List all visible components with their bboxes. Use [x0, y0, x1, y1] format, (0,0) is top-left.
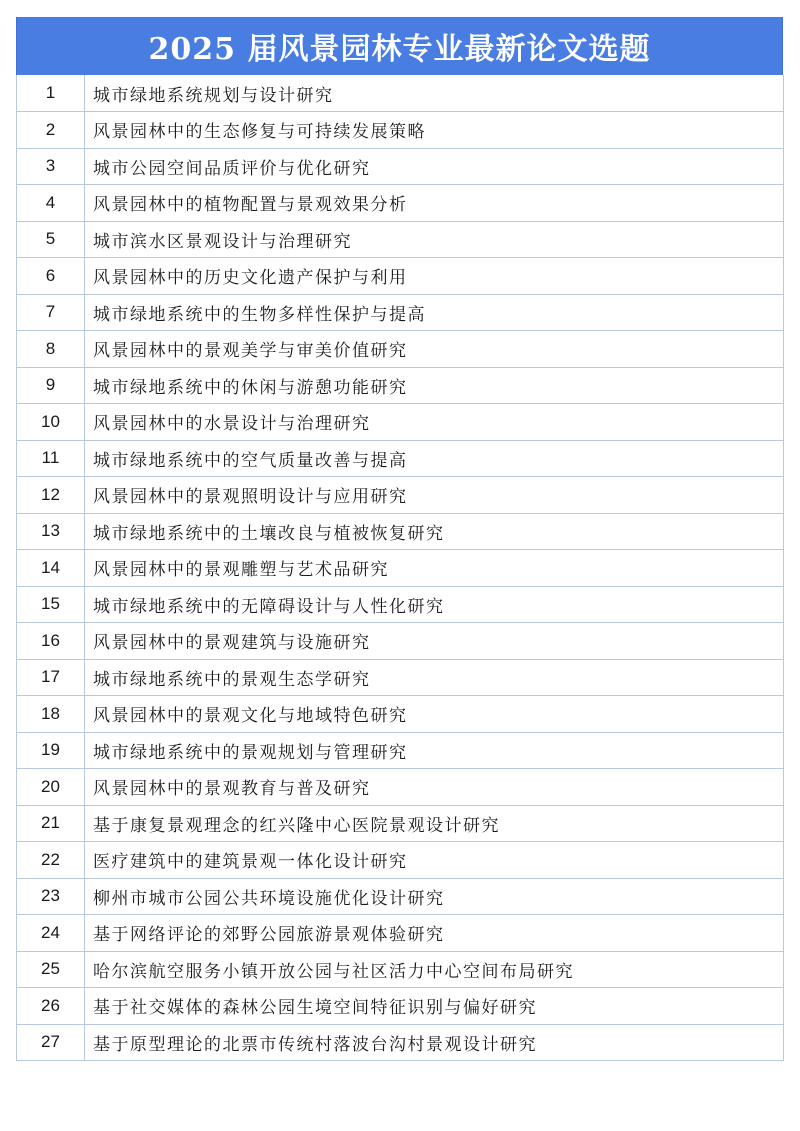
table-row [17, 367, 784, 404]
row-topic: 城市绿地系统中的休闲与游憩功能研究 [85, 367, 784, 404]
row-topic: 风景园林中的景观建筑与设施研究 [85, 623, 784, 660]
table-row [17, 75, 784, 112]
row-topic: 风景园林中的景观雕塑与艺术品研究 [85, 550, 784, 587]
row-number: 3 [17, 148, 85, 185]
table-row [17, 623, 784, 660]
row-topic: 柳州市城市公园公共环境设施优化设计研究 [85, 878, 784, 915]
row-topic: 城市绿地系统中的景观规划与管理研究 [85, 732, 784, 769]
row-topic: 风景园林中的历史文化遗产保护与利用 [85, 258, 784, 295]
row-topic: 城市绿地系统规划与设计研究 [85, 75, 784, 112]
row-number: 6 [17, 258, 85, 295]
table-row [17, 513, 784, 550]
row-number: 5 [17, 221, 85, 258]
row-number: 7 [17, 294, 85, 331]
topics-table-body [17, 75, 784, 1061]
row-topic: 基于原型理论的北票市传统村落波台沟村景观设计研究 [85, 1024, 784, 1061]
table-row [17, 221, 784, 258]
row-topic: 城市绿地系统中的土壤改良与植被恢复研究 [85, 513, 784, 550]
table-row [17, 148, 784, 185]
row-number: 16 [17, 623, 85, 660]
table-row [17, 732, 784, 769]
table-row [17, 988, 784, 1025]
table-row [17, 258, 784, 295]
table-row [17, 951, 784, 988]
table-row [17, 440, 784, 477]
row-number: 9 [17, 367, 85, 404]
table-row [17, 185, 784, 222]
table-row [17, 915, 784, 952]
table-row [17, 769, 784, 806]
row-number: 23 [17, 878, 85, 915]
table-row [17, 659, 784, 696]
row-topic: 基于网络评论的郊野公园旅游景观体验研究 [85, 915, 784, 952]
row-number: 1 [17, 75, 85, 112]
row-topic: 风景园林中的景观文化与地域特色研究 [85, 696, 784, 733]
row-number: 12 [17, 477, 85, 514]
row-topic: 风景园林中的景观照明设计与应用研究 [85, 477, 784, 514]
topic-sheet [16, 17, 783, 1061]
row-topic: 风景园林中的生态修复与可持续发展策略 [85, 112, 784, 149]
row-topic: 城市绿地系统中的景观生态学研究 [85, 659, 784, 696]
row-topic: 城市绿地系统中的生物多样性保护与提高 [85, 294, 784, 331]
row-number: 21 [17, 805, 85, 842]
row-number: 15 [17, 586, 85, 623]
table-row [17, 878, 784, 915]
row-topic: 风景园林中的水景设计与治理研究 [85, 404, 784, 441]
table-row [17, 477, 784, 514]
row-number: 19 [17, 732, 85, 769]
table-row [17, 294, 784, 331]
row-number: 26 [17, 988, 85, 1025]
row-topic: 基于社交媒体的森林公园生境空间特征识别与偏好研究 [85, 988, 784, 1025]
row-topic: 哈尔滨航空服务小镇开放公园与社区活力中心空间布局研究 [85, 951, 784, 988]
row-number: 4 [17, 185, 85, 222]
table-row [17, 112, 784, 149]
table-row [17, 404, 784, 441]
table-row [17, 586, 784, 623]
table-row [17, 1024, 784, 1061]
title-bar [16, 17, 783, 75]
row-number: 14 [17, 550, 85, 587]
topics-table [16, 75, 784, 1061]
row-number: 11 [17, 440, 85, 477]
table-row [17, 331, 784, 368]
row-number: 22 [17, 842, 85, 879]
row-topic: 风景园林中的景观美学与审美价值研究 [85, 331, 784, 368]
row-number: 18 [17, 696, 85, 733]
table-row [17, 842, 784, 879]
page-title: 2025 届风景园林专业最新论文选题 [148, 32, 651, 67]
row-number: 17 [17, 659, 85, 696]
row-topic: 城市绿地系统中的无障碍设计与人性化研究 [85, 586, 784, 623]
row-topic: 城市滨水区景观设计与治理研究 [85, 221, 784, 258]
row-number: 13 [17, 513, 85, 550]
table-row [17, 696, 784, 733]
row-number: 2 [17, 112, 85, 149]
table-row [17, 805, 784, 842]
row-topic: 基于康复景观理念的红兴隆中心医院景观设计研究 [85, 805, 784, 842]
row-number: 24 [17, 915, 85, 952]
row-number: 20 [17, 769, 85, 806]
row-topic: 城市公园空间品质评价与优化研究 [85, 148, 784, 185]
row-topic: 城市绿地系统中的空气质量改善与提高 [85, 440, 784, 477]
row-topic: 医疗建筑中的建筑景观一体化设计研究 [85, 842, 784, 879]
row-number: 8 [17, 331, 85, 368]
row-topic: 风景园林中的景观教育与普及研究 [85, 769, 784, 806]
row-topic: 风景园林中的植物配置与景观效果分析 [85, 185, 784, 222]
row-number: 27 [17, 1024, 85, 1061]
table-row [17, 550, 784, 587]
row-number: 25 [17, 951, 85, 988]
row-number: 10 [17, 404, 85, 441]
